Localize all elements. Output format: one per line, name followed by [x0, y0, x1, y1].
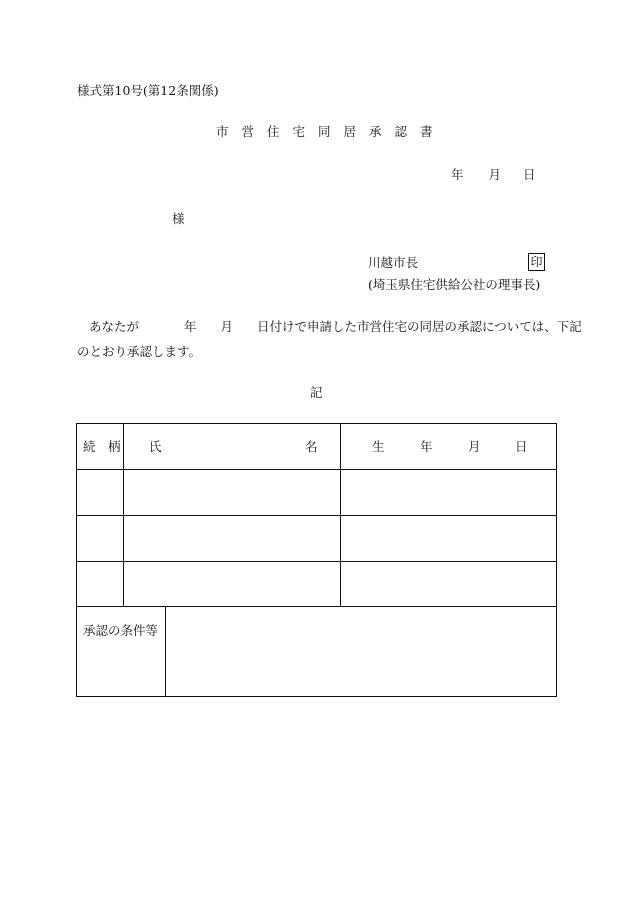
- body-month: 月: [220, 319, 234, 334]
- column-divider: [165, 606, 166, 696]
- document-title: 市営住宅同居承認書: [216, 124, 446, 139]
- column-divider: [123, 424, 124, 606]
- form-number: 様式第10号(第12条関係): [77, 83, 219, 98]
- body-year: 年: [184, 319, 197, 334]
- record-label: 記: [310, 385, 323, 400]
- row-divider: [77, 561, 556, 562]
- body-text-line-2: のとおり承認します。: [77, 344, 202, 359]
- approval-table: [76, 423, 557, 697]
- header-birth-year: 年: [420, 439, 433, 454]
- header-birth-month: 月: [468, 439, 481, 454]
- header-birth-day: 日: [515, 439, 528, 454]
- column-divider: [340, 424, 341, 606]
- row-divider: [77, 606, 556, 607]
- header-birth-prefix: 生: [372, 439, 385, 454]
- issue-date-year: 年: [451, 167, 464, 182]
- addressee-suffix: 様: [172, 211, 185, 226]
- issue-date: [451, 169, 536, 182]
- row-divider: [77, 469, 556, 470]
- header-name-left: 氏: [149, 439, 162, 454]
- header-name-right: 名: [305, 439, 318, 454]
- body-lead: あなたが: [89, 319, 140, 334]
- body-rest: 日付けで申請した市営住宅の同居の承認については、下記: [257, 319, 582, 334]
- issuer-name: 川越市長: [368, 255, 419, 270]
- issue-date-month: 月: [488, 167, 502, 182]
- header-relation: 続 柄: [83, 439, 121, 454]
- issuer-alt-title: (埼玉県住宅供給公社の理事長): [368, 277, 541, 292]
- issue-date-day: 日: [523, 167, 536, 182]
- row-divider: [77, 515, 556, 516]
- seal-box: 印: [528, 253, 545, 271]
- conditions-label: 承認の条件等: [83, 623, 159, 638]
- body-text-line-1: [89, 321, 582, 334]
